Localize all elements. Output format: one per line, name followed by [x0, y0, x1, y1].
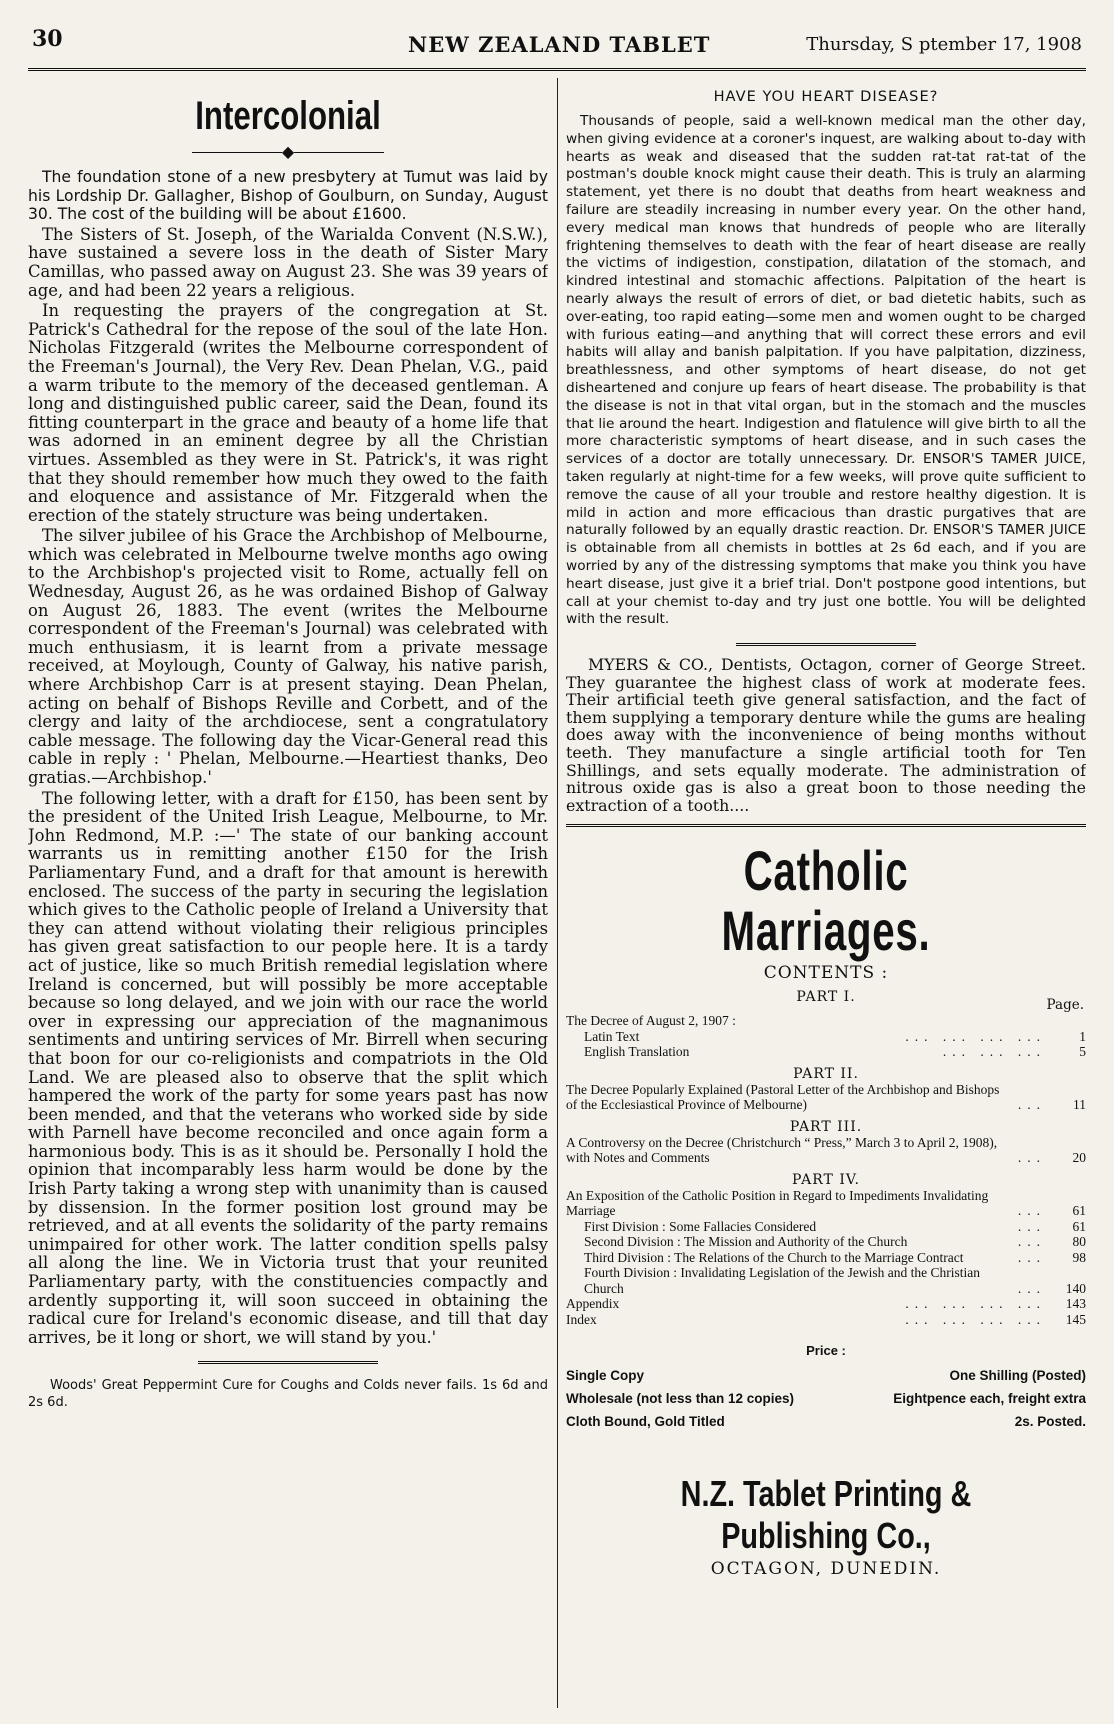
- article-paragraph: The silver jubilee of his Grace the Archbishop of Melbourne, which was celebrated in Melbourne twelve months ago owing to the Archbishop's projected visit to Rome, actually fell on Wednesday, August 26, as he was ordained Bishop of Galway on August 26, 1883. The event (writes the Melbourne correspondent of the Freeman's Journal) was celebrated with much enthusiasm, it is learnt from a private message received, at Moylough, County of Galway, his native parish, where Archbishop Carr is at present staying. Dean Phelan, acting on behalf of Bishops Reville and Corbett, and of the clergy and laity of the archdiocese, sent a congratulatory cable message. The following day the Vicar-General read this cable in reply : ' Phelan, Melbourne.—Heartiest thanks, Deo gratias.—Archbishop.': [28, 526, 548, 787]
- toc-row: Index ... ... ... ... 145: [566, 1311, 1086, 1327]
- section-rule: [198, 1361, 378, 1364]
- section-rule: [736, 643, 916, 646]
- price-row: [566, 1364, 1086, 1387]
- toc-row: Third Division : The Relations of the Church to the Marriage Contract ... 98: [584, 1249, 1086, 1265]
- toc-row: [566, 1013, 1086, 1029]
- page-number: 30: [32, 26, 63, 52]
- toc-page: 20: [1072, 1150, 1086, 1166]
- toc-entry: Third Division : The Relations of the Church to the Marriage Contract: [584, 1249, 964, 1265]
- toc-page: 143: [1065, 1296, 1086, 1312]
- toc-page: 5: [1079, 1044, 1086, 1060]
- toc-page: 98: [1072, 1249, 1086, 1265]
- catholic-marriages-heading: Catholic Marriages.: [721, 839, 931, 963]
- column-divider: [557, 78, 558, 1708]
- toc-page: 11: [1073, 1097, 1086, 1113]
- publisher-name: N.Z. Tablet Printing & Publishing Co.,: [680, 1473, 972, 1557]
- toc-row: Fourth Division : Invalidating Legislation of the Jewish and the Christian Church ... 140: [584, 1265, 1086, 1296]
- part-title: PART IV.: [792, 1171, 860, 1188]
- toc-entry: Fourth Division : Invalidating Legislation of the Jewish and the Christian Church: [584, 1265, 980, 1296]
- myers-advert: [566, 656, 1086, 814]
- left-column: [28, 76, 548, 1716]
- price-row: [566, 1410, 1086, 1433]
- masthead: [28, 22, 1086, 71]
- toc-entry: Appendix: [566, 1296, 620, 1312]
- price-row: [566, 1387, 1086, 1410]
- heading-ornament: [28, 144, 548, 160]
- toc-entry: A Controversy on the Decree (Christchurch “ Press,” March 3 to April 2, 1908), with Notes and Comments: [566, 1134, 998, 1166]
- toc-row: First Division : Some Fallacies Considered ... 61: [584, 1218, 1086, 1234]
- heart-disease-heading: HAVE YOU HEART DISEASE?: [713, 88, 939, 105]
- heart-disease-text: Thousands of people, said a well-known medical man the other day, when giving evidence at a coroner's inquest, are walking about to-day with hearts as weak and diseased that the sudden rat-tat rat-tat of the postman's double knock might cause their death. This is truly an alarming statement, yet there is no doubt that deaths from heart weakness and failure are steadily increasing in number every year. On the other hand, every medical man knows that hundreds of people who are literally frightening themselves to death with the fear of heart disease are really the victims of indigestion, constipation, dilatation of the stomach, and kindred intestinal and stomachic affections. Palpitation of the heart is nearly always the result of errors of diet, or bad dietetic habits, such as over-eating, too rapid eating—some men and women ought to be charged with furious eating—and anything that will correct these errors and evil habits will allay and banish palpitation. If you have palpitation, dizziness, breathlessness, and other symptoms of heart disease, do not get disheartened and conjure up fears of heart disease. The probability is that the disease is not in that vital organ, but in the stomach and the muscles that lie around the heart. Indigestion and flatulence will give birth to all the more characteristic symptoms of heart disease, and in such cases the services of a doctor are totally unnecessary. Dr. ENSOR'S TAMER JUICE, taken regularly at night-time for a few weeks, will prove quite sufficient to remove the cause of all your trouble and restore healthy digestion. It is mild in action and more efficacious than drastic purgatives that are naturally followed by an equally drastic reaction. Dr. ENSOR'S TAMER JUICE is obtainable from all chemists in bottles at 2s 6d each, and if you are worried by any of the distressing symptoms that make you think you have heart disease, just give it a brief trial. Don't postpone good intentions, but call at your chemist to-day and try just one bottle. You will be delighted with the result.: [566, 113, 1086, 628]
- toc-page: 80: [1072, 1234, 1086, 1250]
- price-label: Cloth Bound, Gold Titled: [566, 1414, 725, 1430]
- toc-page: 1: [1079, 1028, 1086, 1044]
- toc-entry: Latin Text: [584, 1028, 640, 1044]
- toc-row: Appendix ... ... ... ... 143: [566, 1296, 1086, 1312]
- price-value: 2s. Posted.: [1014, 1414, 1086, 1430]
- price-label: Single Copy: [566, 1368, 645, 1384]
- intercolonial-body: [28, 168, 548, 1347]
- myers-text: MYERS & CO., Dentists, Octagon, corner of George Street. They guarantee the highest class of work at moderate fees. Their artificial teeth give general satisfaction, and the fact of them supplying a temporary denture while the gums are healing does away with the inconvenience of being months without teeth. They manufacture a single artificial tooth for Ten Shillings, and sets equally moderate. The administration of nitrous oxide gas is also a great boon to those needing the extraction of a tooth....: [566, 655, 1086, 815]
- intercolonial-heading: Intercolonial: [195, 94, 381, 138]
- article-paragraph: In requesting the prayers of the congregation at St. Patrick's Cathedral for the repose of the soul of the late Hon. Nicholas Fitzgerald (writes the Melbourne correspondent of the Freeman's Journal), the Very Rev. Dean Phelan, V.G., paid a warm tribute to the memory of the deceased gentleman. A long and distinguished public career, said the Dean, found its fitting counterpart in the grace and beauty of a home life that was adorned in an eminent degree by all the Christian virtues. Assembled as they were in St. Patrick's, it was right that they should remember how much they owed to the faith and eloquence and assistance of Mr. Fitzgerald when the erection of the stately structure was being undertaken.: [28, 301, 548, 525]
- woods-advert: Woods' Great Peppermint Cure for Coughs and Colds never fails. 1s 6d and 2s 6d.: [28, 1378, 548, 1411]
- right-column: [566, 76, 1086, 1716]
- toc-row: A Controversy on the Decree (Christchurch “ Press,” March 3 to April 2, 1908), with Notes and Comments ... 20: [566, 1134, 1086, 1166]
- heart-disease-body: [566, 113, 1086, 629]
- price-label: Wholesale (not less than 12 copies): [566, 1391, 795, 1407]
- part-title: PART I.: [796, 989, 856, 1006]
- toc-page: 140: [1065, 1280, 1086, 1296]
- toc-entry: The Decree Popularly Explained (Pastoral Letter of the Archbishop and Bishops of the Ecclesiastical Province of Melbourne): [566, 1081, 1000, 1113]
- article-paragraph: The following letter, with a draft for £150, has been sent by the president of the United Irish League, Melbourne, to Mr. John Redmond, M.P. :—' The state of our banking account warrants us in remitting another £150 for the Irish Parliamentary Fund, and a draft for that amount is herewith enclosed. The success of the party in securing the legislation which gives to the Catholic people of Ireland a University that they can attend without violating their religious principles has given great satisfaction to our people here. It is a tardy act of justice, like so much British remedial legislation where Ireland is concerned, but will possibly be more acceptable because so long delayed, and we join with our race the world over in expressing our appreciation of the magnanimous sentiments and untiring services of Mr. Birrell when securing that boon for our co-religionists and compatriots in the Old Land. We are pleased also to observe that the split which hampered the work of the party for some years past has now been mended, and that the veterans who worked side by side with Parnell have become reconciled and once again form a harmonious body. This is as it should be. Personally I hold the opinion that incomparably less harm would be done by the Irish Party taking a wrong step with unanimity than is caused by dissension. In the former position lost ground may be retrieved, and at all events the solidarity of the party remains unimpaired for other work. The latter condition spells palsy all along the line. We in Victoria trust that your reunited Parliamentary party, with the constituencies compactly and ardently supporting it, will soon succeed in obtaining the radical cure for Ireland's economic disease, and till that day arrives, be it long or short, we will stand by you.': [28, 788, 548, 1347]
- toc-page: 61: [1072, 1203, 1086, 1219]
- part-title: PART III.: [789, 1118, 863, 1135]
- contents-title: CONTENTS :: [763, 963, 889, 984]
- toc-entry: Second Division : The Mission and Authority of the Church: [584, 1234, 908, 1250]
- price-value: Eightpence each, freight extra: [893, 1391, 1086, 1407]
- price-title: Price :: [806, 1343, 846, 1359]
- toc-row: An Exposition of the Catholic Position in Regard to Impediments Invalidating Marriage ... 61: [566, 1187, 1086, 1219]
- toc-row: Second Division : The Mission and Authority of the Church ... 80: [584, 1234, 1086, 1250]
- toc-row: English Translation ... ... ... 5: [584, 1044, 1086, 1060]
- newspaper-title: NEW ZEALAND TABLET: [408, 32, 711, 57]
- part-title: PART II.: [793, 1065, 859, 1082]
- toc-page: 145: [1065, 1311, 1086, 1327]
- toc-entry: First Division : Some Fallacies Considered: [584, 1218, 817, 1234]
- article-paragraph: The foundation stone of a new presbytery at Tumut was laid by his Lordship Dr. Gallagher, Bishop of Goulburn, on Sunday, August 30. The cost of the building will be about £1600.: [28, 168, 548, 224]
- page-column-label: Page.: [1046, 997, 1084, 1014]
- publisher-address: OCTAGON, DUNEDIN.: [710, 1559, 942, 1580]
- ornament-glyph: ◆: [281, 142, 295, 161]
- toc-entry: An Exposition of the Catholic Position in Regard to Impediments Invalidating Marriage: [566, 1187, 989, 1219]
- toc-entry: The Decree of August 2, 1907 :: [566, 1013, 736, 1029]
- toc-entry: English Translation: [584, 1044, 690, 1060]
- toc-row: Latin Text ... ... ... ... 1: [584, 1028, 1086, 1044]
- toc-page: 61: [1072, 1218, 1086, 1234]
- issue-date: Thursday, S ptember 17, 1908: [806, 34, 1082, 55]
- section-rule: [566, 824, 1086, 827]
- article-paragraph: The Sisters of St. Joseph, of the Warialda Convent (N.S.W.), have sustained a severe loss in the death of Sister Mary Camillas, who passed away on August 23. She was 39 years of age, and had been 22 years a religious.: [28, 224, 548, 300]
- toc-row: The Decree Popularly Explained (Pastoral Letter of the Archbishop and Bishops of the Ecclesiastical Province of Melbourne) ... 11: [566, 1081, 1086, 1113]
- price-value: One Shilling (Posted): [949, 1368, 1086, 1384]
- toc-entry: Index: [566, 1311, 597, 1327]
